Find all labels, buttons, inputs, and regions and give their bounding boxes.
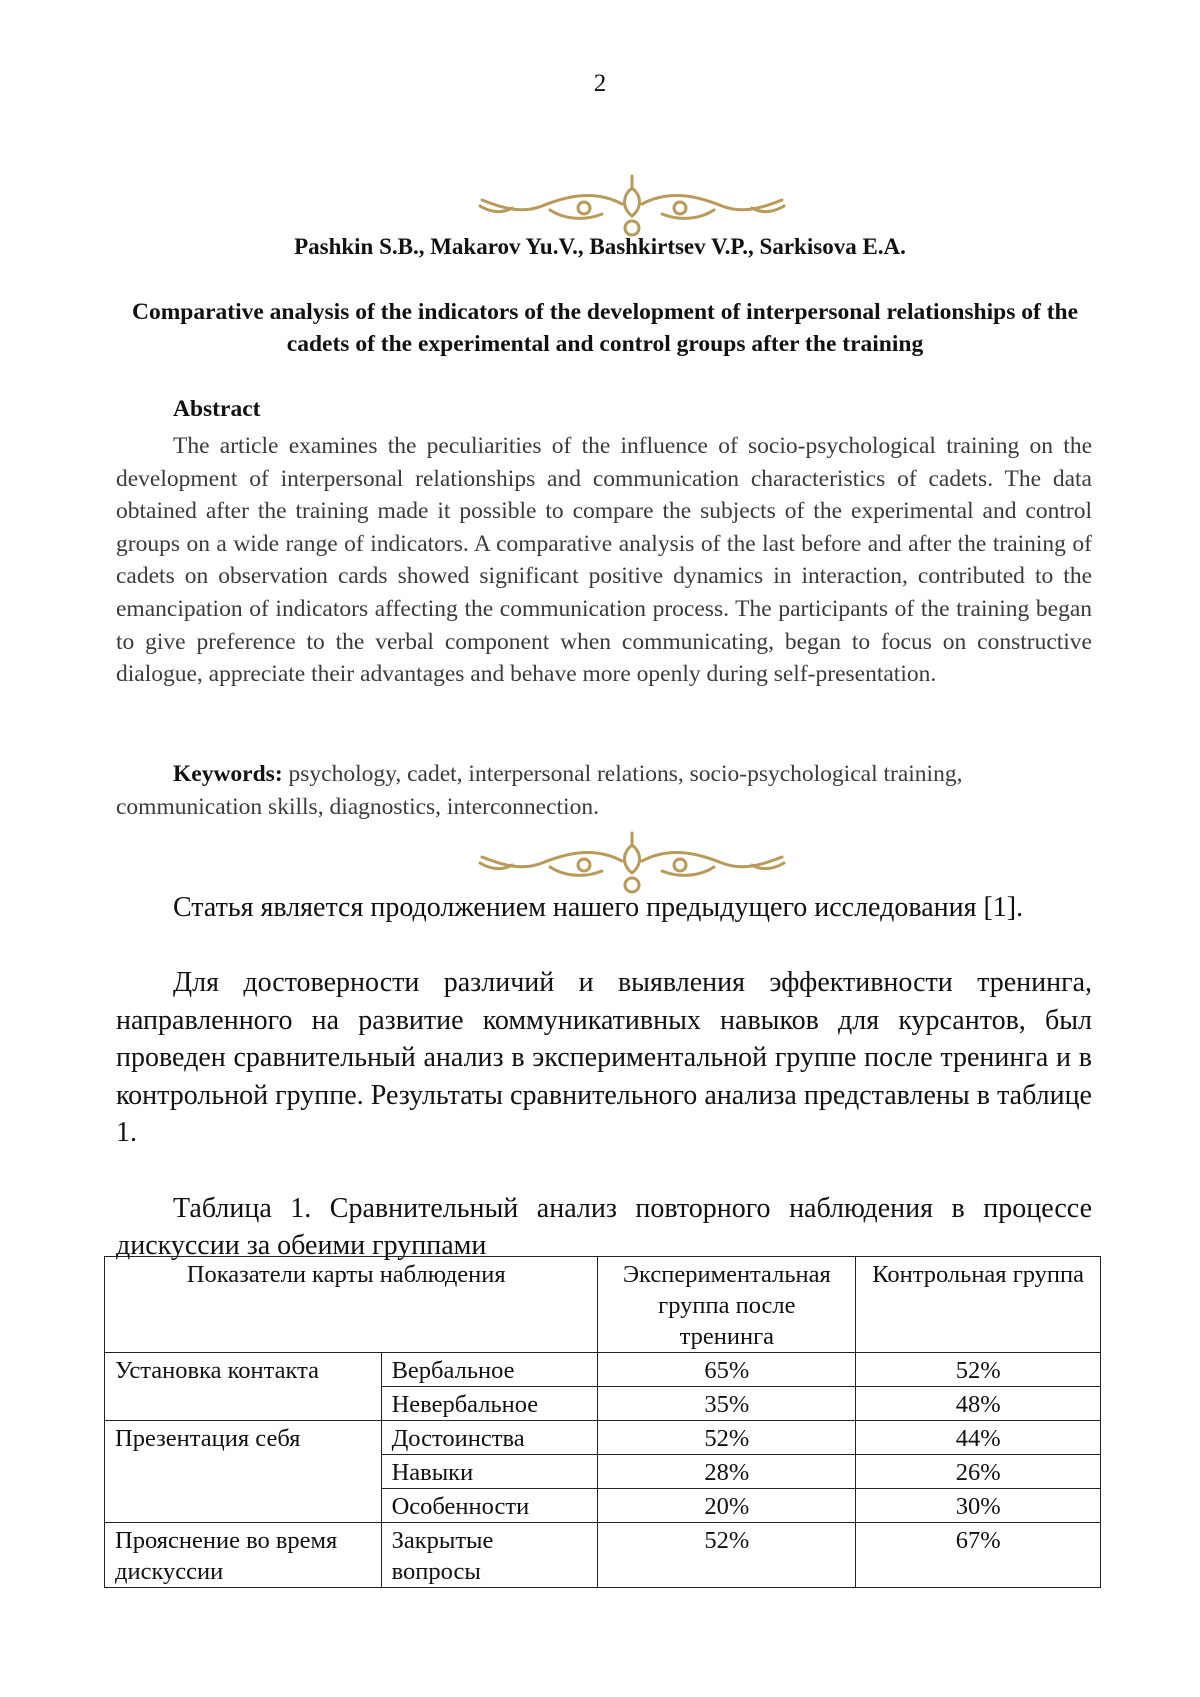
sub-indicator-cell: Достоинства [381, 1421, 598, 1455]
control-value: 44% [856, 1421, 1101, 1455]
header-indicators: Показатели карты наблюдения [105, 1257, 598, 1353]
header-experimental: Экспериментальная группа после тренинга [598, 1257, 856, 1353]
article-title: Comparative analysis of the indicators of the development of interpersonal relationships of the cadets of the experimental and control groups after the training [131, 299, 1079, 357]
keywords-label: Keywords: [173, 761, 283, 787]
control-value: 30% [856, 1489, 1101, 1523]
page-number: 2 [593, 70, 607, 97]
table-caption: Таблица 1. Сравнительный анализ повторного наблюдения в процессе дискуссии за обеими группами [116, 1193, 1092, 1261]
table-header-row [105, 1257, 1101, 1353]
control-value: 52% [856, 1353, 1101, 1387]
body-paragraph-2: Для достоверности различий и выявления эффективности тренинга, направленного на развитие коммуникативных навыков для курсантов, был проведен сравнительный анализ в экспериментальной группе после тренинга и в контрольной группе. Результаты сравнительного анализа представлены в таблице 1. [116, 967, 1092, 1148]
sub-indicator-cell: Особенности [381, 1489, 598, 1523]
sub-indicator-cell: Вербальное [381, 1353, 598, 1387]
control-value: 48% [856, 1387, 1101, 1421]
authors-line: Pashkin S.B., Makarov Yu.V., Bashkirtsev V.P., Sarkisova E.A. [294, 234, 906, 259]
experimental-value: 35% [598, 1387, 856, 1421]
table-row [105, 1353, 1101, 1387]
group-cell: Прояснение во время дискуссии [105, 1523, 382, 1588]
sub-indicator-cell: Невербальное [381, 1387, 598, 1421]
experimental-value: 52% [598, 1421, 856, 1455]
abstract-heading: Abstract [173, 396, 261, 422]
decorative-divider-top [472, 168, 792, 238]
group-cell: Установка контакта [105, 1353, 382, 1421]
control-value: 26% [856, 1455, 1101, 1489]
experimental-value: 65% [598, 1353, 856, 1387]
body-paragraph-1: Статья является продолжением нашего предыдущего исследования [1]. [173, 892, 1024, 923]
experimental-value: 20% [598, 1489, 856, 1523]
abstract-text: The article examines the peculiarities of the influence of socio-psychological training on the development of interpersonal relationships and communication characteristics of cadets. The data obtained after the training made it possible to compare the subjects of the experimental and control groups on a wide range of indicators. A comparative analysis of the last before and after the training of cadets on observation cards showed significant positive dynamics in interaction, contributed to the emancipation of indicators affecting the communication process. The participants of the training began to give preference to the verbal component when communicating, began to focus on constructive dialogue, appreciate their advantages and behave more openly during self-presentation. [116, 433, 1092, 688]
experimental-value: 52% [598, 1523, 856, 1588]
header-control: Контрольная группа [856, 1257, 1101, 1353]
decorative-divider-bottom [472, 825, 792, 895]
sub-indicator-cell: Закрытые вопросы [381, 1523, 598, 1588]
group-cell: Презентация себя [105, 1421, 382, 1523]
control-value: 67% [856, 1523, 1101, 1588]
experimental-value: 28% [598, 1455, 856, 1489]
table-row [105, 1421, 1101, 1455]
keywords-paragraph [116, 758, 1092, 823]
sub-indicator-cell: Навыки [381, 1455, 598, 1489]
keywords-text: psychology, cadet, interpersonal relations, socio-psychological training, communication skills, diagnostics, interconnection. [116, 761, 963, 820]
table-row [105, 1523, 1101, 1588]
observation-table [104, 1256, 1101, 1588]
